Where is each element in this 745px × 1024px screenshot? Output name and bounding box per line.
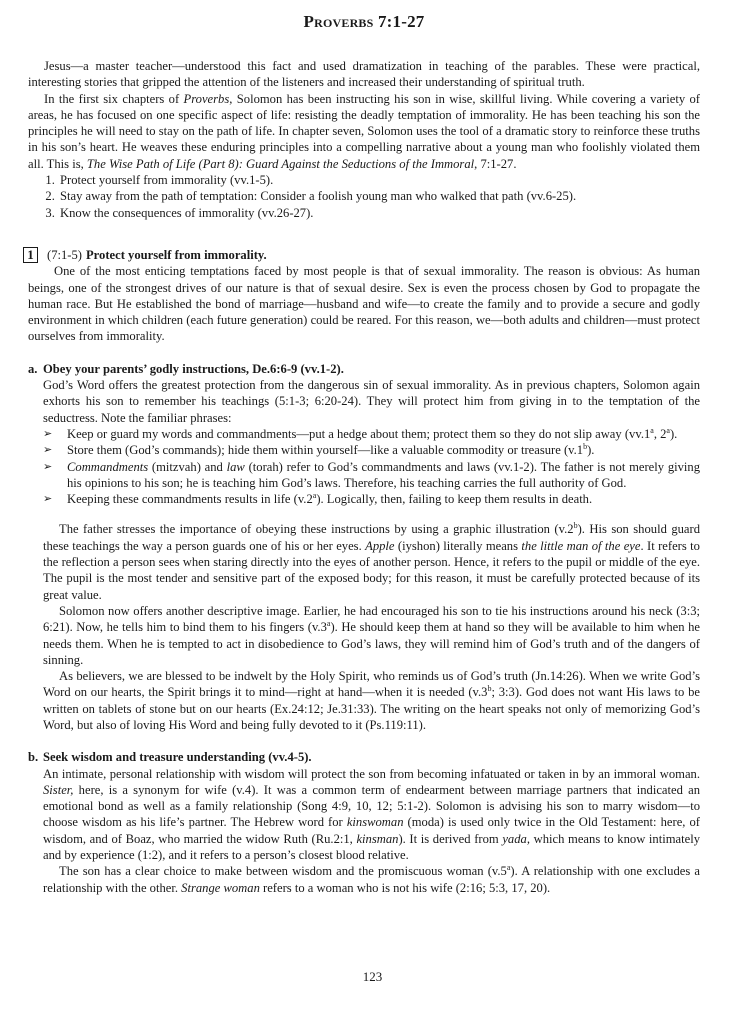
section-1-heading [28, 247, 700, 263]
point-b-body [28, 766, 700, 896]
point-a-body [28, 377, 700, 733]
intro-paragraph-2: In the first six chapters of Proverbs, Solomon has been instructing his son in wise, skillful living. While covering a variety of areas, he has focused on one specific aspect of life: resisting the deadly temptation of immorality. He has been teaching his son the principles he will need to stay on the path of life. In chapter seven, Solomon uses the tool of a dramatic story to reinforce these truths in his son’s heart. He weaves these enduring principles into a compelling narrative about a young man who foolishly violated them all. This is, The Wise Path of Life (Part 8): Guard Against the Seductions of the Immoral, 7:1-27. [28, 91, 700, 171]
point-b-paragraph-1: An intimate, personal relationship with wisdom will protect the son from becoming infatuated or taken in by an immoral woman. Sister, here, is a synonym for wife (v.4). It was a common term of endearment between marriage partners that indicated an emotional bond as well as a family relationship (Song 4:9, 10, 12; 5:1-2). Solomon is advising his son to marry wisdom—to choose wisdom as his life’s partner. The Hebrew word for kinswoman (moda) is used only twice in the Old Testament: here, of wisdom, and of Boaz, who married the widow Ruth (Ru.2:1, kinsman). It is derived from yada, which means to know intimately and by experience (1:2), and it refers to a person’s closest blood relative. [43, 766, 700, 863]
list-item: ➢ Keeping these commandments results in life (v.2$^a$). Logically, then, failing to keep them results in death. [43, 490, 593, 507]
phrase-list [43, 426, 700, 507]
intro-paragraph-1: Jesus—a master teacher—understood this fact and used dramatization in teaching of the parables. These were practical, interesting stories that gripped the attention of the listeners and increased their understanding of spiritual truth. [28, 59, 700, 90]
document-page [28, 0, 700, 896]
list-item: ➢ Commandments (mitzvah) and law (torah) refer to God’s commandments and laws (vv.1-2). The father is not merely giving his opinions to his son; he is teaching him God’s laws. Therefore, his teaching carries the full authority of God. [43, 459, 700, 490]
section-number-box: 1 [23, 247, 38, 263]
point-a-heading: a. Obey your parents’ godly instructions, De.6:6-9 (vv.1-2). [28, 361, 344, 376]
point-b-heading: b. Seek wisdom and treasure understanding (vv.4-5). [28, 750, 312, 765]
outline-item: 3. Know the consequences of immorality (vv.26-27). [58, 205, 700, 221]
list-item: ➢ Keep or guard my words and commandments—put a hedge about them; protect them so they do not slip away (vv.1$^a$, 2$^a$). [43, 425, 678, 441]
outline-item: 2. Stay away from the path of temptation: Consider a foolish young man who walked that path (vv.6-25). [58, 188, 700, 204]
arrow-bullet-icon: ➢ [43, 493, 53, 506]
point-a-paragraph-1: The father stresses the importance of obeying these instructions by using a graphic illustration (v.2$^b$). His son should guard these teachings the way a person guards one of his or her eyes. Apple (iyshon) literally means the little man of the eye. It refers to the reflection a person sees when staring directly into the eyes of another person. Hence, it refers to the pupil or middle of the eye. The pupil is the most tender and sensitive part of the exposed body; for this reason, it must be carefully protected because of its great value. [43, 521, 701, 602]
point-b-paragraph-2: The son has a clear choice to make between wisdom and the promiscuous woman (v.5$^a$). A relationship with one excludes a relationship with the other. Strange woman refers to a woman who is not his wife (2:16; 5:3, 17, 20). [43, 863, 700, 895]
point-a-paragraph-2: Solomon now offers another descriptive image. Earlier, he had encouraged his son to tie his instructions around his neck (3:3; 6:21). Now, he tells him to bind them to his fingers (v.3$^a$). He should keep them at hand so they will be available to him when he needs them. When he is tempted to act in disobedience to God’s laws, they will remind him of God’s truth and of the dangers of sinning. [43, 603, 700, 667]
outline-item: 1. Protect yourself from immorality (vv.1-5). [58, 172, 700, 188]
point-a-paragraph-3: As believers, we are blessed to be indwelt by the Holy Spirit, who reminds us of God’s truth (Jn.14:26). When we write God’s Word on our hearts, the Spirit brings it to mind—right at hand—when it is needed (v.3$^b$; 3:3). God does not want His laws to be written on tablets of stone but on our hearts (Ex.24:12; Je.31:33). The writing on the heart speaks not only of memorizing God’s Word, but also of loving His Word and being fully devoted to it (Ps.119:11). [43, 669, 701, 732]
section-title: Protect yourself from immorality. [85, 247, 267, 262]
point-a-intro: God’s Word offers the greatest protection from the dangerous sin of sexual immorality. As in previous chapters, Solomon again exhorts his son to remember his teachings (5:1-3; 6:20-24). They will protect him from giving in to the temptation of the seductress. Note the familiar phrases: [43, 378, 700, 425]
list-item: ➢ Store them (God’s commands); hide them within yourself—like a valuable commodity or treasure (v.1$^b$). [43, 442, 595, 458]
title-reference: 7:1-27 [373, 12, 425, 31]
section-1-body: One of the most enticing temptations faced by most people is that of sexual immorality. The reason is obvious: As human beings, one of the strongest drives of our nature is that of sexual desire. Sex is even the process chosen by God to propagate the human race. But He established the bond of marriage—husband and wife—to create the family and to provide a secure and godly environment in which children (each future generation) could be reared. For this reason, we—both adults and children—must protect ourselves from immorality. [28, 264, 700, 344]
title-book: roverbs [314, 12, 374, 31]
arrow-bullet-icon: ➢ [43, 444, 53, 457]
page-title [28, 12, 700, 36]
outline-list [28, 172, 700, 221]
arrow-bullet-icon: ➢ [43, 460, 53, 473]
arrow-bullet-icon: ➢ [43, 427, 53, 440]
title-initial: P [303, 12, 315, 31]
page-number: 123 [362, 969, 383, 984]
section-reference: (7:1-5) [47, 247, 82, 262]
